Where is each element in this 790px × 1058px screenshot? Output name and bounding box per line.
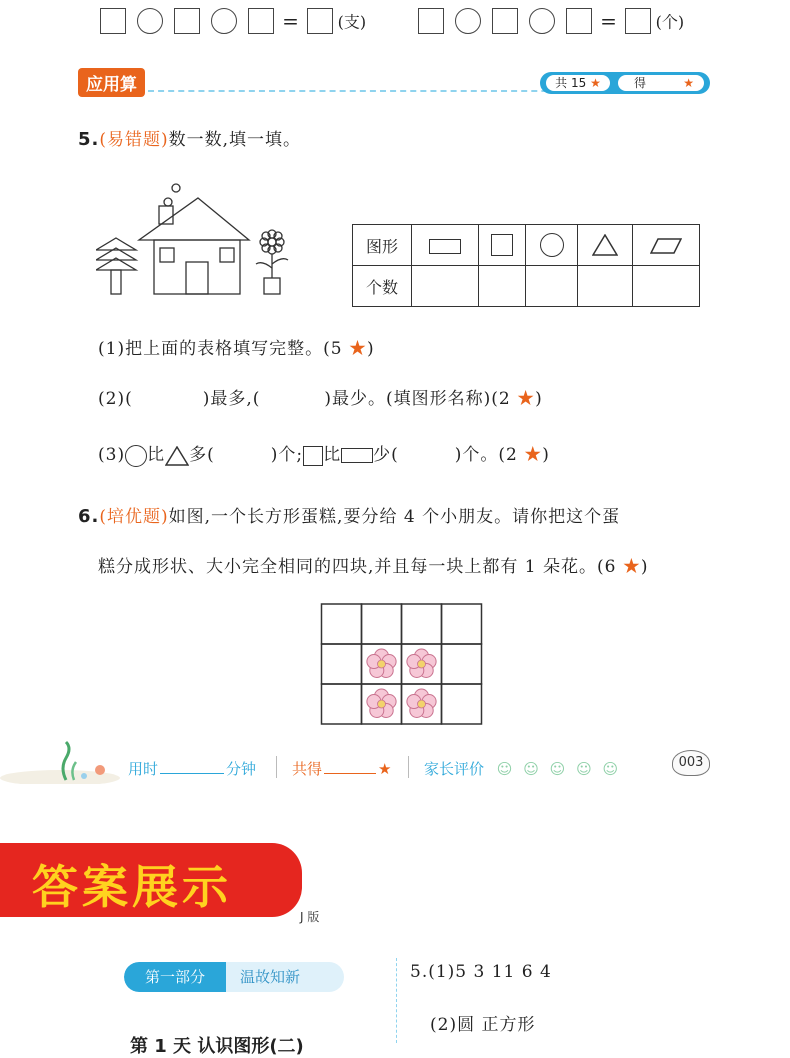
circle-icon <box>125 445 147 467</box>
question-text: 如图,一个长方形蛋糕,要分给 4 个小朋友。请你把这个蛋 <box>168 507 621 527</box>
smiley-icon[interactable]: ☺ <box>523 760 539 778</box>
q5-sub2 <box>98 384 543 409</box>
sub-question-close: ) <box>535 389 543 409</box>
part-title: 温故知新 <box>240 968 301 986</box>
equation-right <box>418 8 684 34</box>
answer-column-divider <box>396 958 398 1043</box>
flower-pot <box>264 278 280 294</box>
footer-divider <box>408 756 409 778</box>
picture-house-scene <box>96 178 296 298</box>
table-row <box>353 225 700 266</box>
footer-bar <box>0 740 790 786</box>
answer-5-line2: (2)圆 正方形 <box>430 1015 536 1035</box>
parallelogram-icon <box>633 225 700 266</box>
part-label: 第一部分 <box>124 962 226 992</box>
triangle-icon <box>165 446 189 466</box>
question-text: 数一数,填一填。 <box>168 130 302 150</box>
star-icon: ★ <box>590 76 601 90</box>
blank-box <box>418 8 444 34</box>
grid-cell[interactable] <box>362 604 402 644</box>
equals-sign: = <box>600 9 617 33</box>
sub-question-close: ) <box>542 445 550 465</box>
operator-circle <box>529 8 555 34</box>
total-label: 共 <box>555 76 568 90</box>
edition-label: J 版 <box>300 910 320 924</box>
sub-question-text: )个; <box>270 445 304 465</box>
grid-cell[interactable] <box>322 684 362 724</box>
rectangle-icon <box>341 448 373 463</box>
score-label: 得 <box>634 76 647 90</box>
total-value: 15 <box>570 76 587 90</box>
sub-question-text: (3) <box>98 445 126 465</box>
count-cell[interactable] <box>412 266 479 307</box>
operator-circle <box>211 8 237 34</box>
star-icon: ★ <box>524 445 543 465</box>
total-pill <box>546 75 610 91</box>
flower-icon <box>407 689 436 717</box>
answer-banner <box>0 843 302 917</box>
row-header: 个数 <box>353 266 412 307</box>
count-cell[interactable] <box>478 266 526 307</box>
smiley-icon[interactable]: ☺ <box>602 760 619 778</box>
page-number: 003 <box>678 755 704 770</box>
operator-circle <box>137 8 163 34</box>
sub-question-close: ) <box>366 339 375 359</box>
grid-cell[interactable] <box>442 684 482 724</box>
sub-question-text: 比 <box>147 445 166 465</box>
rectangle-icon <box>412 225 479 266</box>
circle-icon <box>526 225 577 266</box>
q5-sub3 <box>98 440 550 467</box>
smoke-circle <box>164 198 172 206</box>
question-number: 5. <box>78 129 100 150</box>
blank-box <box>248 8 274 34</box>
square-icon <box>478 225 526 266</box>
part-tab <box>124 962 344 992</box>
flower-icon <box>407 649 436 677</box>
section-title: 应用算 <box>78 68 145 97</box>
footer-time <box>128 758 256 779</box>
grid-cell[interactable] <box>402 604 442 644</box>
blank-box <box>100 8 126 34</box>
unit-label: (支) <box>337 12 367 32</box>
count-cell[interactable] <box>526 266 577 307</box>
question-tag: (培优题) <box>99 507 169 527</box>
sub-question-text: 少( <box>373 445 399 465</box>
answer-banner-title: 答案展示 <box>32 860 232 914</box>
equation-left <box>100 8 366 34</box>
footer-score <box>292 758 391 779</box>
sub-question-text: )个。(2 <box>454 445 518 465</box>
star-icon: ★ <box>348 339 367 359</box>
smiley-icon[interactable]: ☺ <box>576 760 592 778</box>
table-row <box>353 266 700 307</box>
sub-question-text: 多( <box>189 445 215 465</box>
question-number: 6. <box>78 506 100 527</box>
time-label: 用时 <box>128 760 159 778</box>
result-box <box>625 8 651 34</box>
tree-trunk <box>111 270 121 294</box>
sub-question-text: )最多,( <box>202 389 261 409</box>
section-header <box>78 68 710 96</box>
footer-parent <box>424 758 618 779</box>
star-icon: ★ <box>622 557 641 577</box>
house-door <box>186 262 208 294</box>
sub-question-text: (1)把上面的表格填写完整。(5 <box>98 339 343 359</box>
grid-cell[interactable] <box>322 604 362 644</box>
score-blank[interactable] <box>324 773 376 774</box>
question-close: ) <box>640 557 649 577</box>
time-unit: 分钟 <box>226 760 257 778</box>
house-roof <box>139 198 249 240</box>
count-cell[interactable] <box>633 266 700 307</box>
parent-label: 家长评价 <box>424 760 485 778</box>
smiley-icon[interactable]: ☺ <box>496 760 513 778</box>
star-icon: ★ <box>517 389 536 409</box>
unit-label: (个) <box>655 12 685 32</box>
result-box <box>307 8 333 34</box>
score-label: 共得 <box>292 760 323 778</box>
score-panel <box>540 72 710 94</box>
shape-count-table <box>352 224 700 307</box>
chapter-title-partial: 第 1 天 认识图形(二) <box>130 1036 304 1057</box>
blank-box <box>174 8 200 34</box>
count-cell[interactable] <box>577 266 632 307</box>
blank-box <box>566 8 592 34</box>
seaweed-decoration-icon <box>0 740 120 784</box>
smoke-circle <box>172 184 180 192</box>
square-icon <box>303 446 323 466</box>
equals-sign: = <box>282 9 299 33</box>
star-icon: ★ <box>378 760 392 778</box>
house-window <box>160 248 174 262</box>
grid-cell[interactable] <box>442 644 482 684</box>
sub-question-text: 比 <box>323 445 342 465</box>
q6-prompt-line2 <box>98 552 649 577</box>
sub-question-text: (2)( <box>98 389 133 409</box>
footer-divider <box>276 756 277 778</box>
q5-sub1 <box>98 334 375 359</box>
sub-question-text: )最少。(填图形名称)(2 <box>324 389 511 409</box>
page-number-badge <box>672 750 710 776</box>
house-window <box>220 248 234 262</box>
triangle-icon <box>577 225 632 266</box>
cake-grid[interactable] <box>320 602 486 728</box>
row-header: 图形 <box>353 225 412 266</box>
flower-icon <box>367 689 396 717</box>
blank-box <box>492 8 518 34</box>
smiley-icon[interactable]: ☺ <box>549 760 566 778</box>
grid-cell[interactable] <box>322 644 362 684</box>
question-tag: (易错题) <box>99 130 169 150</box>
time-blank[interactable] <box>160 773 224 774</box>
answer-5-line1: 5.(1)5 3 11 6 4 <box>410 962 552 982</box>
q5-prompt <box>78 125 301 150</box>
operator-circle <box>455 8 481 34</box>
flower-icon <box>367 649 396 677</box>
star-icon: ★ <box>683 76 694 90</box>
grid-cell[interactable] <box>442 604 482 644</box>
question-text: 糕分成形状、大小完全相同的四块,并且每一块上都有 1 朵花。(6 <box>98 557 617 577</box>
score-pill <box>618 75 704 91</box>
q6-prompt <box>78 502 620 527</box>
